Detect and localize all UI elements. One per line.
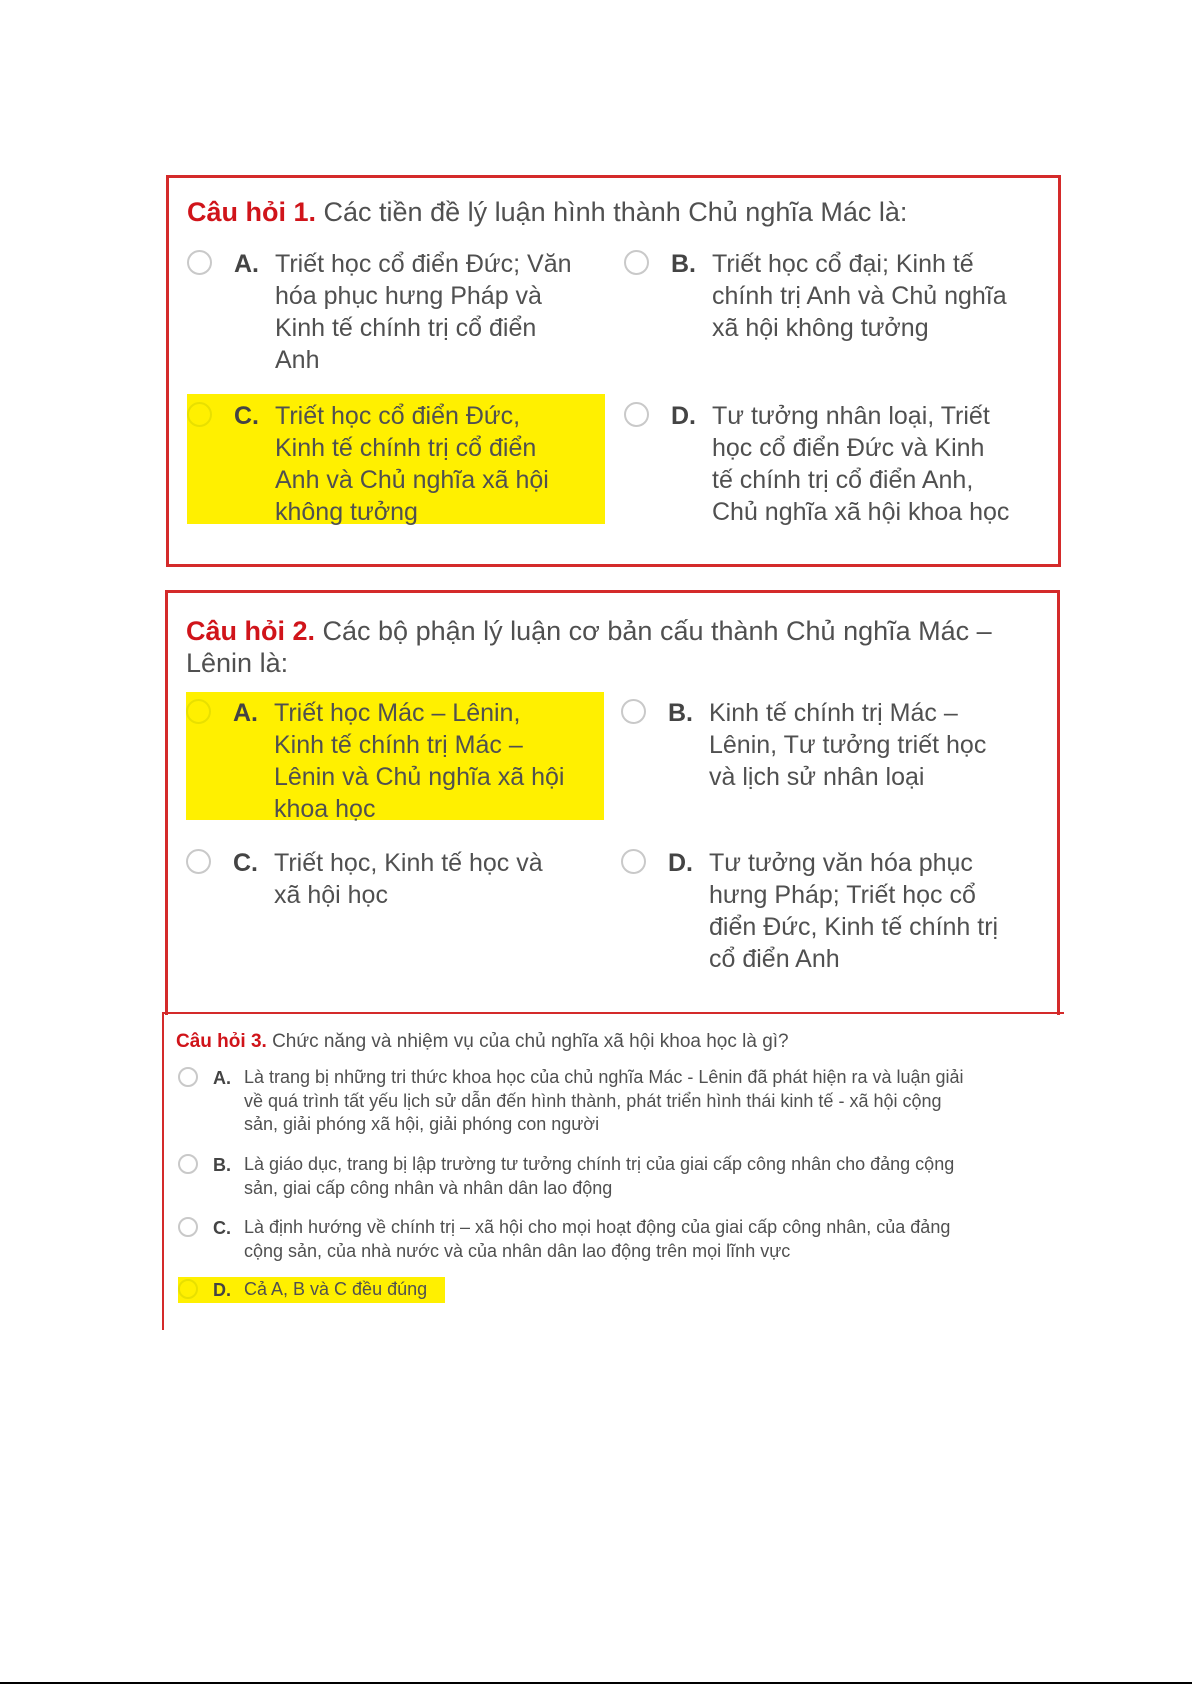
radio-icon[interactable] xyxy=(187,250,212,275)
option-text xyxy=(244,1066,964,1137)
question-text-line: Lênin là: xyxy=(186,648,289,678)
question-number: Câu hỏi 2. xyxy=(186,616,316,646)
option-letter: A. xyxy=(213,1068,231,1088)
option-line: Anh và Chủ nghĩa xã hội xyxy=(275,466,549,494)
option-line: Là định hướng về chính trị – xã hội cho mọi hoạt động của giai cấp công nhân, của đảng xyxy=(244,1217,951,1237)
radio-icon[interactable] xyxy=(624,402,649,427)
option-a[interactable] xyxy=(178,1066,1058,1141)
option-line: Chủ nghĩa xã hội khoa học xyxy=(712,498,1010,526)
radio-icon[interactable] xyxy=(621,699,646,724)
question-2-card xyxy=(165,590,1060,1015)
option-letter: B. xyxy=(668,699,693,727)
option-letter: A. xyxy=(233,699,258,727)
option-line: Là giáo dục, trang bị lập trường tư tưởng chính trị của giai cấp công nhân cho đảng cộng xyxy=(244,1154,955,1174)
option-b[interactable] xyxy=(178,1153,1058,1203)
option-line: xã hội không tưởng xyxy=(712,314,929,342)
option-text xyxy=(275,400,549,528)
option-line: Cả A, B và C đều đúng xyxy=(244,1279,428,1299)
option-line: Triết học cổ điển Đức; Văn xyxy=(275,250,572,278)
radio-icon[interactable] xyxy=(624,250,649,275)
option-text xyxy=(709,847,998,975)
option-line: cộng sản, của nhà nước và của nhân dân lao động trên mọi lĩnh vực xyxy=(244,1240,791,1261)
option-line: xã hội học xyxy=(274,881,388,909)
option-letter: D. xyxy=(213,1280,231,1300)
question-3-title xyxy=(176,1030,789,1054)
option-d-correct[interactable] xyxy=(178,1278,458,1304)
option-a-correct[interactable] xyxy=(186,697,606,827)
option-line: Tư tưởng văn hóa phục xyxy=(709,849,973,877)
question-text: Chức năng và nhiệm vụ của chủ nghĩa xã hội khoa học là gì? xyxy=(266,1031,789,1052)
radio-icon[interactable] xyxy=(187,402,212,427)
question-text: Các bộ phận lý luận cơ bản cấu thành Chủ nghĩa Mác – xyxy=(315,616,992,646)
option-text xyxy=(274,847,543,911)
option-line: sản, giải phóng xã hội, giải phóng con người xyxy=(244,1114,600,1134)
question-2-title xyxy=(186,615,992,679)
option-line: học cổ điển Đức và Kinh xyxy=(712,434,985,462)
radio-icon[interactable] xyxy=(178,1067,198,1087)
option-text xyxy=(244,1216,950,1263)
option-line: Triết học, Kinh tế học và xyxy=(274,849,543,877)
option-text xyxy=(274,697,565,825)
radio-icon[interactable] xyxy=(178,1154,198,1174)
radio-icon[interactable] xyxy=(186,699,211,724)
option-line: cổ điển Anh xyxy=(709,945,840,973)
option-letter: B. xyxy=(213,1155,231,1175)
option-line: điển Đức, Kinh tế chính trị xyxy=(709,913,999,941)
option-line: Lênin, Tư tưởng triết học xyxy=(709,731,987,759)
option-text xyxy=(244,1153,954,1200)
option-letter: B. xyxy=(671,250,696,278)
option-letter: D. xyxy=(671,402,696,430)
radio-icon[interactable] xyxy=(186,849,211,874)
option-c-correct[interactable] xyxy=(187,400,607,530)
option-line: Kinh tế chính trị Mác – xyxy=(709,699,958,727)
option-b[interactable] xyxy=(621,697,1041,797)
option-letter: A. xyxy=(234,250,259,278)
option-letter: D. xyxy=(668,849,693,877)
option-text xyxy=(712,248,1007,344)
option-line: hưng Pháp; Triết học cổ xyxy=(709,881,976,909)
option-line: khoa học xyxy=(274,795,376,823)
option-letter: C. xyxy=(234,402,259,430)
option-c[interactable] xyxy=(186,847,606,917)
option-line: sản, giai cấp công nhân và nhân dân lao động xyxy=(244,1177,613,1198)
option-d[interactable] xyxy=(621,847,1051,977)
option-line: Triết học cổ đại; Kinh tế xyxy=(712,250,974,278)
question-1-title xyxy=(187,196,907,228)
radio-icon[interactable] xyxy=(178,1279,198,1299)
question-number: Câu hỏi 3. xyxy=(176,1031,267,1052)
radio-icon[interactable] xyxy=(621,849,646,874)
question-text: Các tiền đề lý luận hình thành Chủ nghĩa Mác là: xyxy=(316,197,908,227)
option-text xyxy=(709,697,986,793)
option-line: Là trang bị những tri thức khoa học của chủ nghĩa Mác - Lênin đã phát hiện ra và luận giải xyxy=(244,1067,964,1087)
option-text xyxy=(712,400,1009,528)
option-text xyxy=(275,248,572,376)
option-line: không tưởng xyxy=(275,498,418,526)
option-line: Kinh tế chính trị cổ điển xyxy=(275,434,537,462)
question-1-card xyxy=(166,175,1061,567)
option-line: Lênin và Chủ nghĩa xã hội xyxy=(274,763,565,791)
option-line: tế chính trị cổ điển Anh, xyxy=(712,466,974,494)
option-line: và lịch sử nhân loại xyxy=(709,763,925,791)
option-d[interactable] xyxy=(624,400,1054,530)
option-line: hóa phục hưng Pháp và xyxy=(275,282,542,310)
option-text xyxy=(244,1278,427,1302)
option-line: chính trị Anh và Chủ nghĩa xyxy=(712,282,1007,310)
option-letter: C. xyxy=(213,1218,231,1238)
option-line: Kinh tế chính trị Mác – xyxy=(274,731,523,759)
option-line: Kinh tế chính trị cổ điển xyxy=(275,314,537,342)
option-line: Triết học cổ điển Đức, xyxy=(275,402,521,430)
radio-icon[interactable] xyxy=(178,1217,198,1237)
option-line: Triết học Mác – Lênin, xyxy=(274,699,521,727)
option-a[interactable] xyxy=(187,248,587,378)
option-line: Anh xyxy=(275,346,320,374)
option-letter: C. xyxy=(233,849,258,877)
option-line: về quá trình tất yếu lịch sử dẫn đến hình thành, phát triển hình thái kinh tế - xã hội cộng xyxy=(244,1090,942,1111)
option-c[interactable] xyxy=(178,1216,1058,1266)
question-number: Câu hỏi 1. xyxy=(187,197,317,227)
question-3-card xyxy=(162,1012,1064,1330)
option-b[interactable] xyxy=(624,248,1044,348)
option-line: Tư tưởng nhân loại, Triết xyxy=(712,402,990,430)
page-bottom-rule xyxy=(0,1682,1192,1684)
